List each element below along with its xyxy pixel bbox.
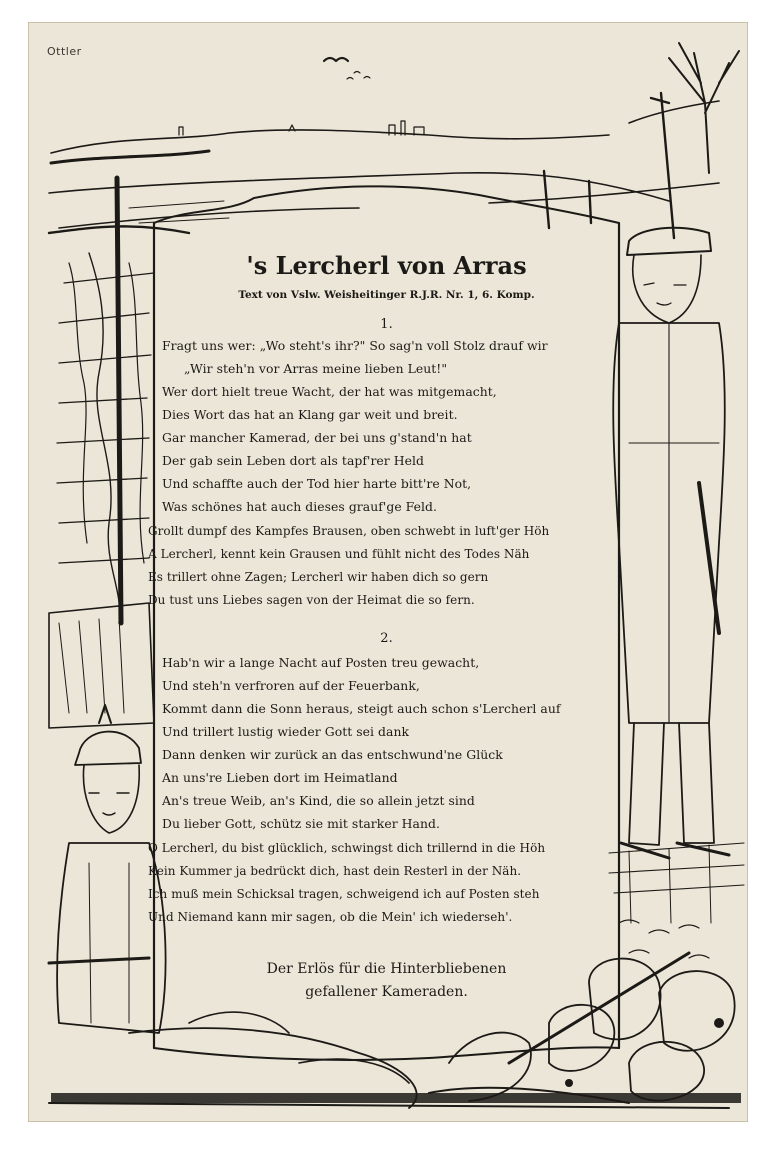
verse-line: Es trillert ohne Zagen; Lercherl wir haben dich so gern bbox=[148, 570, 489, 584]
verse-line: Hab'n wir a lange Nacht auf Posten treu gewacht, bbox=[162, 655, 480, 670]
song-title: 's Lercherl von Arras bbox=[246, 251, 527, 280]
verse-line: Grollt dumpf des Kampfes Brausen, oben schwebt in luft'ger Höh bbox=[148, 524, 550, 538]
verse-line: Wer dort hielt treue Wacht, der hat was mitgemacht, bbox=[162, 384, 497, 399]
proceeds-note: gefallener Kameraden. bbox=[305, 984, 468, 1000]
verse-number: 1. bbox=[380, 317, 393, 332]
verse-line: Kein Kummer ja bedrückt dich, hast dein Resterl in der Näh. bbox=[148, 864, 522, 878]
song-panel bbox=[148, 211, 619, 1051]
verse-line: Der gab sein Leben dort als tapf'rer Held bbox=[162, 453, 425, 468]
verse-number: 2. bbox=[380, 631, 393, 646]
verse-line: Und schaffte auch der Tod hier harte bitt're Not, bbox=[162, 476, 472, 491]
artist-signature: Ottler bbox=[47, 45, 82, 58]
verse-line: Du lieber Gott, schütz sie mit starker Hand. bbox=[162, 816, 440, 831]
verse-line: Fragt uns wer: „Wo steht's ihr?" So sag'n voll Stolz drauf wir bbox=[162, 338, 548, 353]
verse-line: Dann denken wir zurück an das entschwund'ne Glück bbox=[162, 747, 503, 762]
verse-line: Was schönes hat auch dieses grauf'ge Feld. bbox=[162, 499, 438, 514]
verse-line: An uns're Lieben dort im Heimatland bbox=[162, 770, 398, 785]
verse-line: „Wir steh'n vor Arras meine lieben Leut!" bbox=[184, 361, 448, 376]
song-credit: Text von Vslw. Weisheitinger R.J.R. Nr. 1, 6. Komp. bbox=[238, 289, 535, 301]
verse-line: Du tust uns Liebes sagen von der Heimat die so fern. bbox=[148, 593, 475, 607]
postcard bbox=[28, 22, 748, 1122]
verse-line: Und steh'n verfroren auf der Feuerbank, bbox=[162, 678, 420, 693]
verse-line: Gar mancher Kamerad, der bei uns g'stand'n hat bbox=[162, 430, 472, 445]
verse-line: O Lercherl, du bist glücklich, schwingst dich trillernd in die Höh bbox=[148, 841, 546, 855]
verse-line: Dies Wort das hat an Klang gar weit und breit. bbox=[162, 407, 458, 422]
verse-line: Kommt dann die Sonn heraus, steigt auch schon s'Lercherl auf bbox=[162, 701, 561, 716]
verse-line: Und trillert lustig wieder Gott sei dank bbox=[162, 724, 410, 739]
verse-line: An's treue Weib, an's Kind, die so allein jetzt sind bbox=[162, 793, 475, 808]
verse-line: Ich muß mein Schicksal tragen, schweigend ich auf Posten steh bbox=[148, 887, 540, 901]
proceeds-note: Der Erlös für die Hinterbliebenen bbox=[266, 961, 507, 977]
verse-line: A Lercherl, kennt kein Grausen und fühlt nicht des Todes Näh bbox=[148, 547, 530, 561]
verse-line: Und Niemand kann mir sagen, ob die Mein' ich wiederseh'. bbox=[148, 910, 513, 924]
